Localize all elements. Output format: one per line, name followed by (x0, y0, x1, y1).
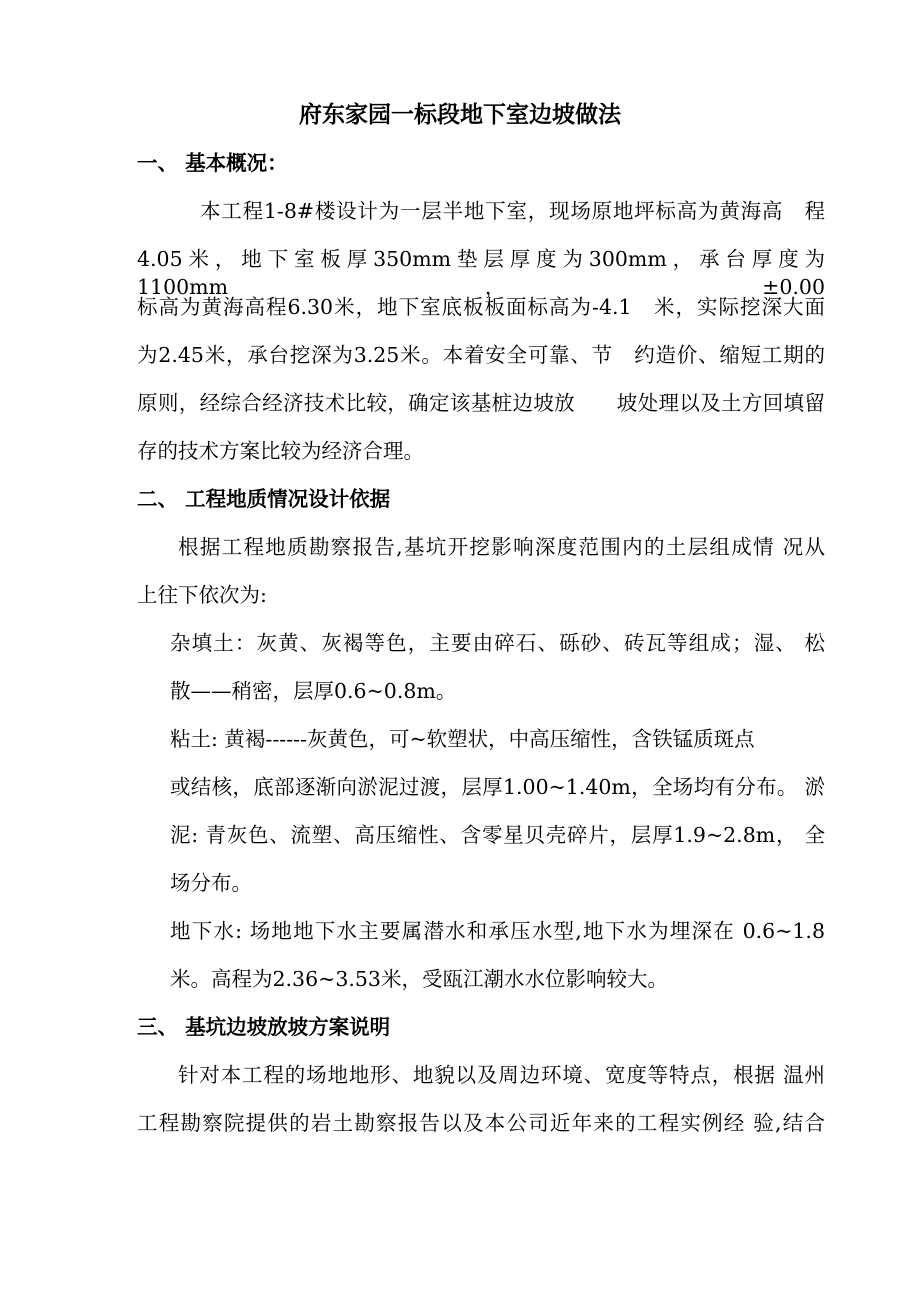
paragraph-line: 根据工程地质勘察报告,基坑开挖影响深度范围内的土层组成情 况从 (178, 535, 825, 559)
paragraph-line: 米。高程为2.36~3.53米，受瓯江潮水水位影响较大。 (170, 967, 668, 991)
paragraph-line: 上往下依次为: (137, 583, 267, 607)
section-heading: 三、 基坑边坡放坡方案说明 (137, 1015, 391, 1039)
paragraph-line: 4.05米，地下室板厚350mm垫层厚度为300mm，承台厚度为 1100mm，±0.00 (137, 247, 825, 299)
paragraph-line: 工程勘察院提供的岩土勘察报告以及本公司近年来的工程实例经 验,结合 (137, 1111, 825, 1135)
paragraph-line: 杂填土：灰黄、灰褐等色，主要由碎石、砾砂、砖瓦等组成；湿、 松 (170, 631, 825, 655)
paragraph-line: 针对本工程的场地地形、地貌以及周边环境、宽度等特点，根据 温州 (178, 1063, 825, 1087)
paragraph-line: 场分布。 (170, 871, 252, 895)
paragraph-line: 泥: 青灰色、流塑、高压缩性、含零星贝壳碎片，层厚1.9~2.8m， 全 (170, 823, 825, 847)
paragraph-line: 地下水: 场地地下水主要属潜水和承压水型,地下水为埋深在 0.6~1.8 (170, 919, 825, 943)
paragraph-line: 或结核，底部逐渐向淤泥过渡，层厚1.00~1.40m，全场均有分布。 淤 (170, 775, 825, 799)
section-heading: 二、 工程地质情况设计依据 (137, 487, 391, 511)
paragraph-line: 为2.45米，承台挖深为3.25米。本着安全可靠、节 约造价、缩短工期的 (137, 343, 825, 367)
paragraph-line: 存的技术方案比较为经济合理。 (137, 439, 424, 463)
document-title: 府东家园一标段地下室边坡做法 (299, 101, 621, 128)
paragraph-line: 粘土: 黄褐------灰黄色，可~软塑状，中高压缩性，含铁锰质斑点 (170, 727, 755, 751)
paragraph-line: 本工程1-8#楼设计为一层半地下室，现场原地坪标高为黄海高 程 (200, 199, 825, 223)
paragraph-line: 散——稍密，层厚0.6~0.8m。 (170, 679, 457, 703)
section-heading: 一、 基本概况： (137, 151, 288, 175)
paragraph-line: 标高为黄海高程6.30米，地下室底板板面标高为-4.1 米，实际挖深大面 (137, 295, 825, 319)
paragraph-line: 原则，经综合经济技术比较，确定该基桩边坡放 坡处理以及土方回填留 (137, 391, 825, 415)
